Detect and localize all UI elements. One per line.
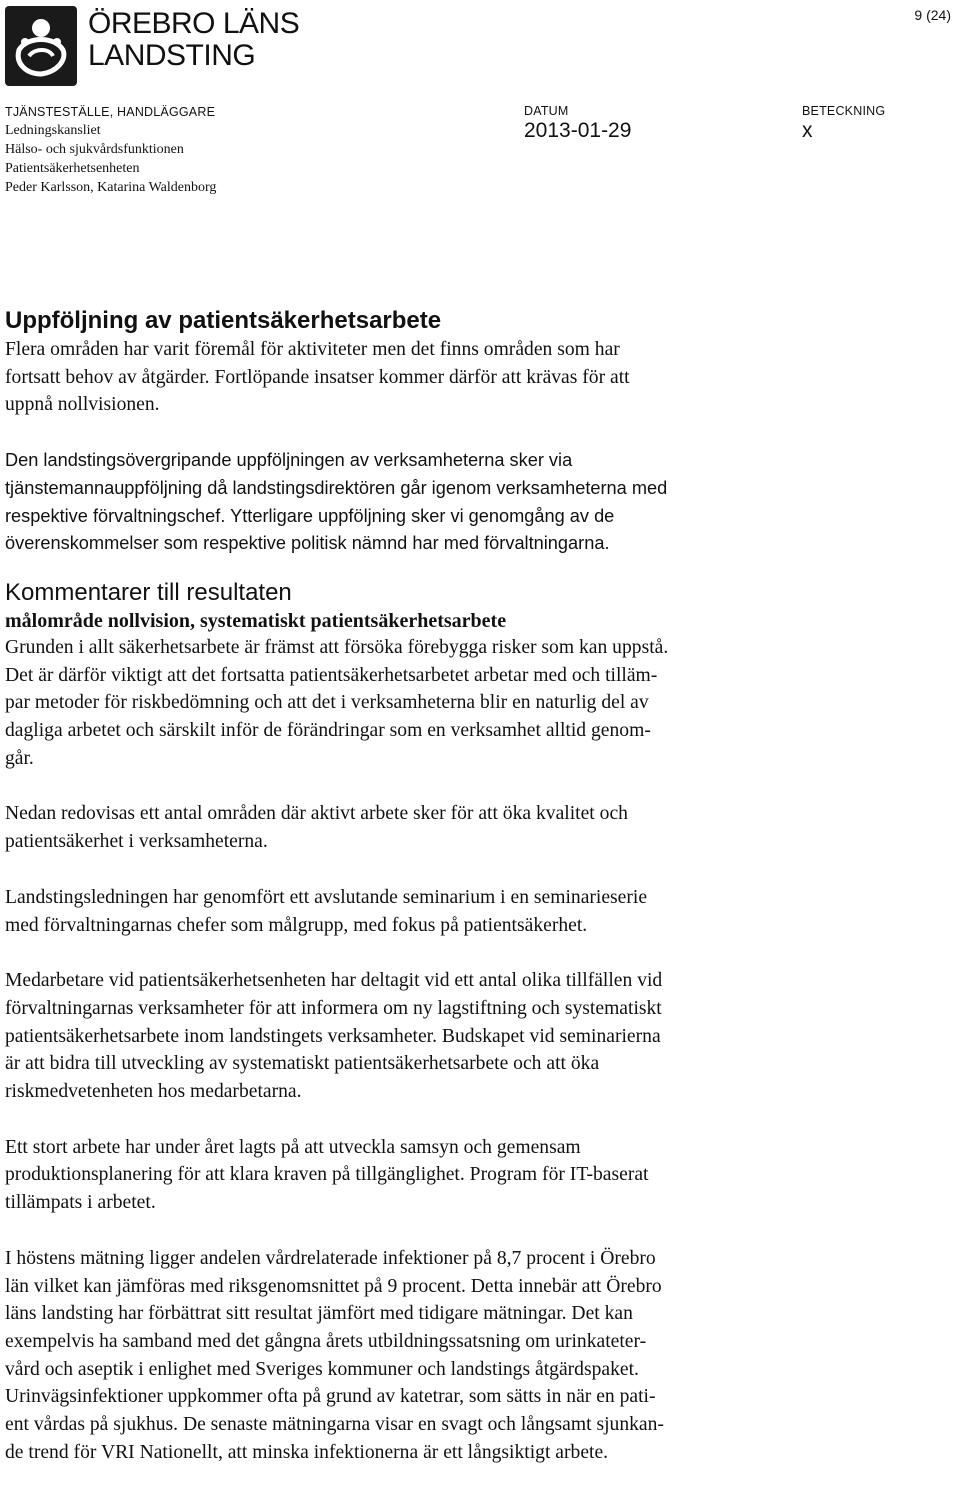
text-line: Medarbetare vid patientsäkerhetsenheten har deltagit vid ett antal olika tillfällen vid bbox=[5, 970, 663, 992]
text-line: produktionsplanering för att klara kraven på tillgänglighet. Program för IT-baserat bbox=[5, 1164, 649, 1186]
sender-line: Peder Karlsson, Katarina Waldenborg bbox=[5, 180, 217, 195]
paragraph bbox=[5, 884, 955, 939]
date-value: 2013-01-29 bbox=[524, 119, 632, 142]
text-line: förvaltningarnas verksamheter för att informera om ny lagstiftning och systematiskt bbox=[5, 997, 662, 1019]
paragraph bbox=[5, 634, 955, 773]
text-line: fortsatt behov av åtgärder. Fortlöpande insatser kommer därför att krävas för att bbox=[5, 366, 630, 388]
organization-name bbox=[88, 8, 299, 72]
reference-block bbox=[802, 104, 885, 144]
paragraph bbox=[5, 447, 955, 558]
text-line: par metoder för riskbedömning och att det i verksamheterna blir en naturlig del av bbox=[5, 692, 649, 714]
sender-line: Patientsäkerhetsenheten bbox=[5, 161, 140, 176]
text-line: patientsäkerhetsarbete inom landstingets verksamheter. Budskapet vid seminarierna bbox=[5, 1025, 661, 1047]
text-line: Grunden i allt säkerhetsarbete är främst att försöka förebygga risker som kan uppstå. bbox=[5, 636, 669, 658]
paragraph bbox=[5, 800, 955, 855]
paragraph bbox=[5, 1245, 955, 1467]
text-line: går. bbox=[5, 747, 34, 769]
text-line: vård och aseptik i enlighet med Sveriges kommuner och landstings åtgärdspaket. bbox=[5, 1358, 639, 1380]
text-line: patientsäkerhet i verksamheterna. bbox=[5, 831, 268, 853]
text-line: respektive förvaltningschef. Ytterligare uppföljning sker vi genomgång av de bbox=[5, 505, 615, 526]
landsting-logo bbox=[5, 6, 77, 86]
text-line: län vilket kan jämföras med riksgenomsnittet på 9 procent. Detta innebär att Örebro bbox=[5, 1275, 662, 1297]
text-line: överenskommelser som respektive politisk nämnd har med förvaltningarna. bbox=[5, 533, 610, 554]
text-line: dagliga arbetet och särskilt inför de förändringar som en verksamhet alltid genom- bbox=[5, 720, 651, 742]
reference-label: BETECKNING bbox=[802, 104, 886, 118]
date-label: DATUM bbox=[524, 104, 569, 118]
text-line: exempelvis ha samband med det gångna årets utbildningssatsning om urinkateter- bbox=[5, 1330, 647, 1352]
text-line: I höstens mätning ligger andelen vårdrelaterade infektioner på 8,7 procent i Örebro bbox=[5, 1247, 656, 1269]
sender-block bbox=[5, 104, 216, 197]
text-line: ent vårdas på sjukhus. De senaste mätningarna visar en svagt och långsamt sjunkan- bbox=[5, 1414, 664, 1436]
sender-line: Hälso- och sjukvårdsfunktionen bbox=[5, 142, 184, 157]
text-line: är att bidra till utveckling av systematiskt patientsäkerhetsarbete och att öka bbox=[5, 1053, 600, 1075]
text-line: riskmedvetenheten hos medarbetarna. bbox=[5, 1081, 302, 1103]
section-subheading: målområde nollvision, systematiskt patientsäkerhetsarbete bbox=[5, 609, 507, 632]
text-line: med förvaltningarnas chefer som målgrupp, med fokus på patientsäkerhet. bbox=[5, 914, 588, 936]
organization-name-line2: LANDSTING bbox=[88, 39, 256, 72]
text-line: Nedan redovisas ett antal områden där aktivt arbete sker för att öka kvalitet och bbox=[5, 803, 628, 825]
date-block bbox=[524, 104, 631, 144]
page-number: 9 (24) bbox=[914, 7, 951, 23]
sender-line: Ledningskansliet bbox=[5, 123, 101, 138]
text-line: tjänstemannauppföljning då landstingsdirektören går igenom verksamheterna med bbox=[5, 477, 668, 498]
text-line: uppnå nollvisionen. bbox=[5, 394, 160, 416]
text-line: Flera områden har varit föremål för aktiviteter men det finns områden som har bbox=[5, 339, 620, 360]
section-heading: Uppföljning av patientsäkerhetsarbete bbox=[5, 307, 442, 334]
organization-name-line1: ÖREBRO LÄNS bbox=[88, 7, 300, 40]
section-heading: Kommentarer till resultaten bbox=[5, 578, 292, 606]
text-line: Landstingsledningen har genomfört ett avslutande seminarium i en seminarieserie bbox=[5, 886, 648, 908]
text-line: Den landstingsövergripande uppföljningen av verksamheterna sker via bbox=[5, 450, 573, 471]
text-line: Urinvägsinfektioner uppkommer ofta på grund av katetrar, som sätts in när en pati- bbox=[5, 1386, 656, 1408]
text-line: Det är därför viktigt att det fortsatta patientsäkerhetsarbetet arbetar med och tilläm- bbox=[5, 664, 658, 686]
text-line: tillämpats i arbetet. bbox=[5, 1192, 156, 1214]
text-line: läns landsting har förbättrat sitt resultat jämfört med tidigare mätningar. Det kan bbox=[5, 1303, 633, 1325]
document-body bbox=[5, 306, 955, 1467]
sender-label: TJÄNSTESTÄLLE, HANDLÄGGARE bbox=[5, 105, 216, 119]
text-line: de trend för VRI Nationellt, att minska infektionerna är ett långsiktigt arbete. bbox=[5, 1441, 609, 1463]
reference-value: x bbox=[802, 119, 813, 142]
paragraph bbox=[5, 967, 955, 1106]
paragraph bbox=[5, 336, 955, 419]
text-line: Ett stort arbete har under året lagts på att utveckla samsyn och gemensam bbox=[5, 1136, 581, 1158]
paragraph bbox=[5, 1134, 955, 1217]
